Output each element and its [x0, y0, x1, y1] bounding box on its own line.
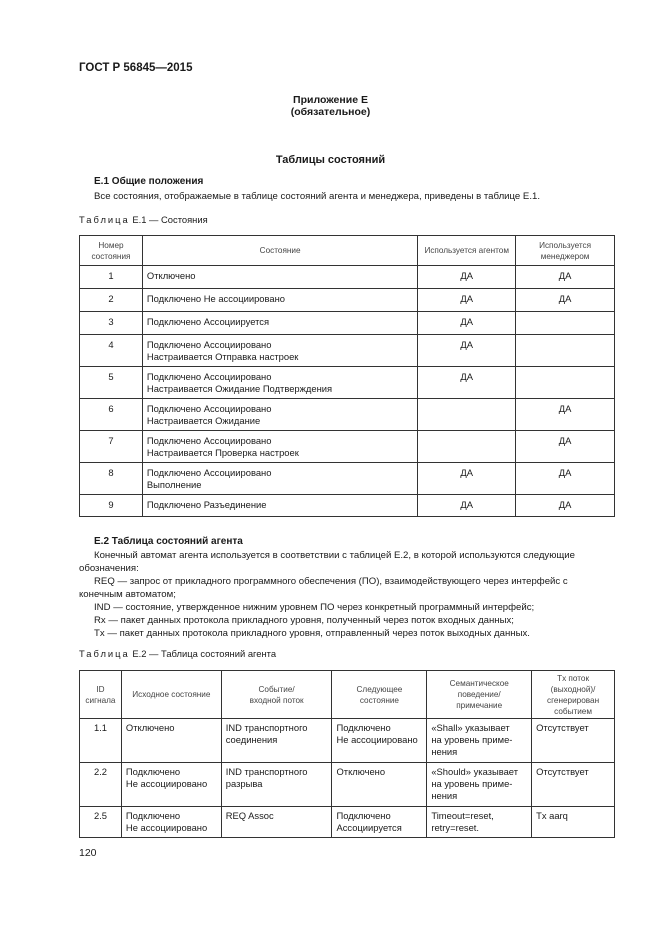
header-line: состояние	[359, 695, 399, 705]
cell-line: Не ассоциировано	[125, 778, 208, 789]
manager-cell: ДА	[516, 431, 615, 463]
state-number: 3	[80, 312, 143, 335]
state-name-line: Подключено Ассоциировано	[146, 371, 272, 382]
signal-id: 2.5	[80, 807, 122, 838]
semantic	[427, 807, 532, 838]
state-name-line: Подключено Ассоциируется	[146, 316, 270, 327]
cell-line: Не ассоциировано	[336, 734, 418, 745]
header-line: Tx поток	[557, 673, 590, 683]
state-name-line: Отключено	[146, 270, 196, 281]
table-row	[80, 719, 615, 763]
table-row	[80, 399, 615, 431]
table-header-row	[80, 236, 615, 266]
state-number: 8	[80, 463, 143, 495]
manager-cell: ДА	[516, 463, 615, 495]
manager-cell: ДА	[516, 289, 615, 312]
table-1-caption-rest: Е.1 — Состояния	[129, 214, 208, 225]
header-line: примечание	[456, 701, 503, 710]
page-number: 120	[79, 847, 97, 859]
document-header: ГОСТ Р 56845—2015	[79, 62, 193, 74]
state-name-line: Подключено Ассоциировано	[146, 339, 272, 350]
cell-line: Отключено	[125, 722, 175, 733]
section-2-heading: Е.2 Таблица состояний агента	[94, 536, 243, 547]
cell-line: retry=reset.	[431, 822, 480, 833]
para-line: Tx — пакет данных протокола прикладного уровня, отправленный через поток выходных данных.	[94, 628, 530, 639]
col-header-tx	[532, 671, 615, 719]
cell-line: Подключено	[125, 766, 181, 777]
initial-state	[121, 763, 221, 807]
col-header-number: Номер состояния	[80, 236, 143, 266]
cell-line: IND транспортного	[225, 722, 308, 733]
para-line: конечным автоматом;	[79, 589, 176, 600]
col-header-event	[221, 671, 332, 719]
header-line: Исходное состояние	[132, 690, 211, 699]
initial-state	[121, 719, 221, 763]
state-number: 4	[80, 335, 143, 367]
manager-cell: ДА	[516, 495, 615, 517]
table-row	[80, 807, 615, 838]
state-name	[142, 266, 417, 289]
state-number: 7	[80, 431, 143, 463]
state-name-line: Настраивается Отправка настроек	[146, 351, 299, 362]
table-row	[80, 463, 615, 495]
agent-cell: ДА	[418, 463, 516, 495]
document-title: Таблицы состояний	[275, 154, 386, 166]
state-name	[142, 289, 417, 312]
agent-cell: ДА	[418, 289, 516, 312]
cell-line: Не ассоциировано	[125, 822, 208, 833]
annex-subtitle: (обязательное)	[290, 106, 371, 118]
cell-line: Tx aarq	[536, 810, 568, 821]
agent-cell: ДА	[418, 495, 516, 517]
agent-cell: ДА	[418, 367, 516, 399]
table-row	[80, 266, 615, 289]
header-line: событием	[554, 706, 592, 716]
states-table	[79, 235, 615, 517]
tx-output	[532, 719, 615, 763]
event	[221, 763, 332, 807]
table-row	[80, 431, 615, 463]
agent-cell	[418, 431, 516, 463]
manager-cell: ДА	[516, 266, 615, 289]
annex-title: Приложение Е	[293, 94, 368, 106]
section-2-text	[79, 549, 619, 640]
agent-state-table	[79, 670, 615, 838]
col-header-agent: Используется агентом	[418, 236, 516, 266]
cell-line: нения	[431, 790, 458, 801]
cell-line: «Should» указывает	[431, 766, 518, 777]
tx-output	[532, 763, 615, 807]
cell-line: Отключено	[336, 766, 386, 777]
table-2-caption-prefix: Таблица	[79, 648, 130, 659]
table-2-caption-rest: Е.2 — Таблица состояний агента	[129, 648, 277, 659]
semantic	[427, 719, 532, 763]
para-line: REQ — запрос от прикладного программного обеспечения (ПО), взаимодействующего через интерфейс с	[94, 576, 568, 587]
cell-line: Ассоциируется	[336, 822, 402, 833]
state-name	[142, 463, 417, 495]
table-2-caption	[79, 648, 276, 659]
state-number: 1	[80, 266, 143, 289]
cell-line: Отсутствует	[536, 766, 589, 777]
cell-line: на уровень приме-	[431, 734, 513, 745]
cell-line: Отсутствует	[536, 722, 589, 733]
section-1-heading: Е.1 Общие положения	[94, 176, 204, 187]
header-line: Семантическое	[449, 679, 509, 688]
signal-id: 1.1	[80, 719, 122, 763]
col-header-semantic	[427, 671, 532, 719]
state-name	[142, 367, 417, 399]
table-row	[80, 763, 615, 807]
state-name	[142, 312, 417, 335]
cell-line: Подключено	[336, 810, 391, 821]
para-line: Rx — пакет данных протокола прикладного уровня, полученный через поток входных данных;	[94, 615, 514, 626]
agent-cell: ДА	[418, 312, 516, 335]
header-line: сгенерирован	[547, 695, 600, 705]
state-name-line: Подключено Разъединение	[146, 499, 267, 510]
cell-line: Подключено	[125, 810, 181, 821]
cell-line: разрыва	[225, 778, 263, 789]
state-name	[142, 399, 417, 431]
manager-cell: ДА	[516, 399, 615, 431]
header-line: поведение/	[457, 690, 501, 699]
cell-line: на уровень приме-	[431, 778, 513, 789]
tx-output	[532, 807, 615, 838]
state-name-line: Подключено Не ассоциировано	[146, 293, 285, 304]
state-number: 5	[80, 367, 143, 399]
next-state	[332, 763, 427, 807]
col-header-state: Состояние	[142, 236, 417, 266]
table-row	[80, 312, 615, 335]
cell-line: Timeout=reset,	[431, 810, 494, 821]
event	[221, 807, 332, 838]
header-line: входной поток	[249, 695, 304, 705]
header-line: сигнала	[85, 695, 116, 705]
col-header-signal-id	[80, 671, 122, 719]
header-line: (выходной)/	[550, 684, 596, 694]
agent-cell	[418, 399, 516, 431]
section-1-text: Все состояния, отображаемые в таблице состояний агента и менеджера, приведены в таблице Е.1.	[94, 191, 540, 202]
signal-id: 2.2	[80, 763, 122, 807]
event	[221, 719, 332, 763]
agent-cell: ДА	[418, 335, 516, 367]
header-line: Событие/	[258, 684, 295, 694]
table-1-caption-prefix: Таблица	[79, 214, 130, 225]
col-header-manager: Используется менеджером	[516, 236, 615, 266]
manager-cell	[516, 367, 615, 399]
table-1-caption	[79, 214, 208, 225]
state-name-line: Настраивается Ожидание	[146, 415, 261, 426]
state-number: 6	[80, 399, 143, 431]
next-state	[332, 807, 427, 838]
semantic	[427, 763, 532, 807]
cell-line: нения	[431, 746, 458, 757]
cell-line: соединения	[225, 734, 278, 745]
table-row	[80, 335, 615, 367]
state-name	[142, 335, 417, 367]
state-name-line: Подключено Ассоциировано	[146, 403, 272, 414]
cell-line: Подключено	[336, 722, 391, 733]
manager-cell	[516, 312, 615, 335]
para-line: IND — состояние, утвержденное нижним уровнем ПО через конкретный программный интерфейс;	[94, 602, 535, 613]
para-line: Конечный автомат агента используется в соответствии с таблицей Е.2, в которой используются следующие	[94, 550, 575, 561]
state-number: 9	[80, 495, 143, 517]
col-header-next-state	[332, 671, 427, 719]
state-name-line: Настраивается Ожидание Подтверждения	[146, 383, 333, 394]
para-line: обозначения:	[79, 563, 139, 574]
cell-line: REQ Assoc	[225, 810, 274, 821]
header-line: Следующее	[356, 684, 403, 694]
table-row	[80, 289, 615, 312]
cell-line: IND транспортного	[225, 766, 308, 777]
cell-line: «Shall» указывает	[431, 722, 510, 733]
col-header-initial-state	[121, 671, 221, 719]
table-row	[80, 367, 615, 399]
state-number: 2	[80, 289, 143, 312]
state-name-line: Подключено Ассоциировано	[146, 435, 272, 446]
state-name-line: Выполнение	[146, 479, 202, 490]
agent-cell: ДА	[418, 266, 516, 289]
state-name	[142, 495, 417, 517]
state-name-line: Настраивается Проверка настроек	[146, 447, 299, 458]
manager-cell	[516, 335, 615, 367]
state-name-line: Подключено Ассоциировано	[146, 467, 272, 478]
header-line: ID	[96, 684, 105, 694]
table-row	[80, 495, 615, 517]
initial-state	[121, 807, 221, 838]
next-state	[332, 719, 427, 763]
table-header-row	[80, 671, 615, 719]
state-name	[142, 431, 417, 463]
